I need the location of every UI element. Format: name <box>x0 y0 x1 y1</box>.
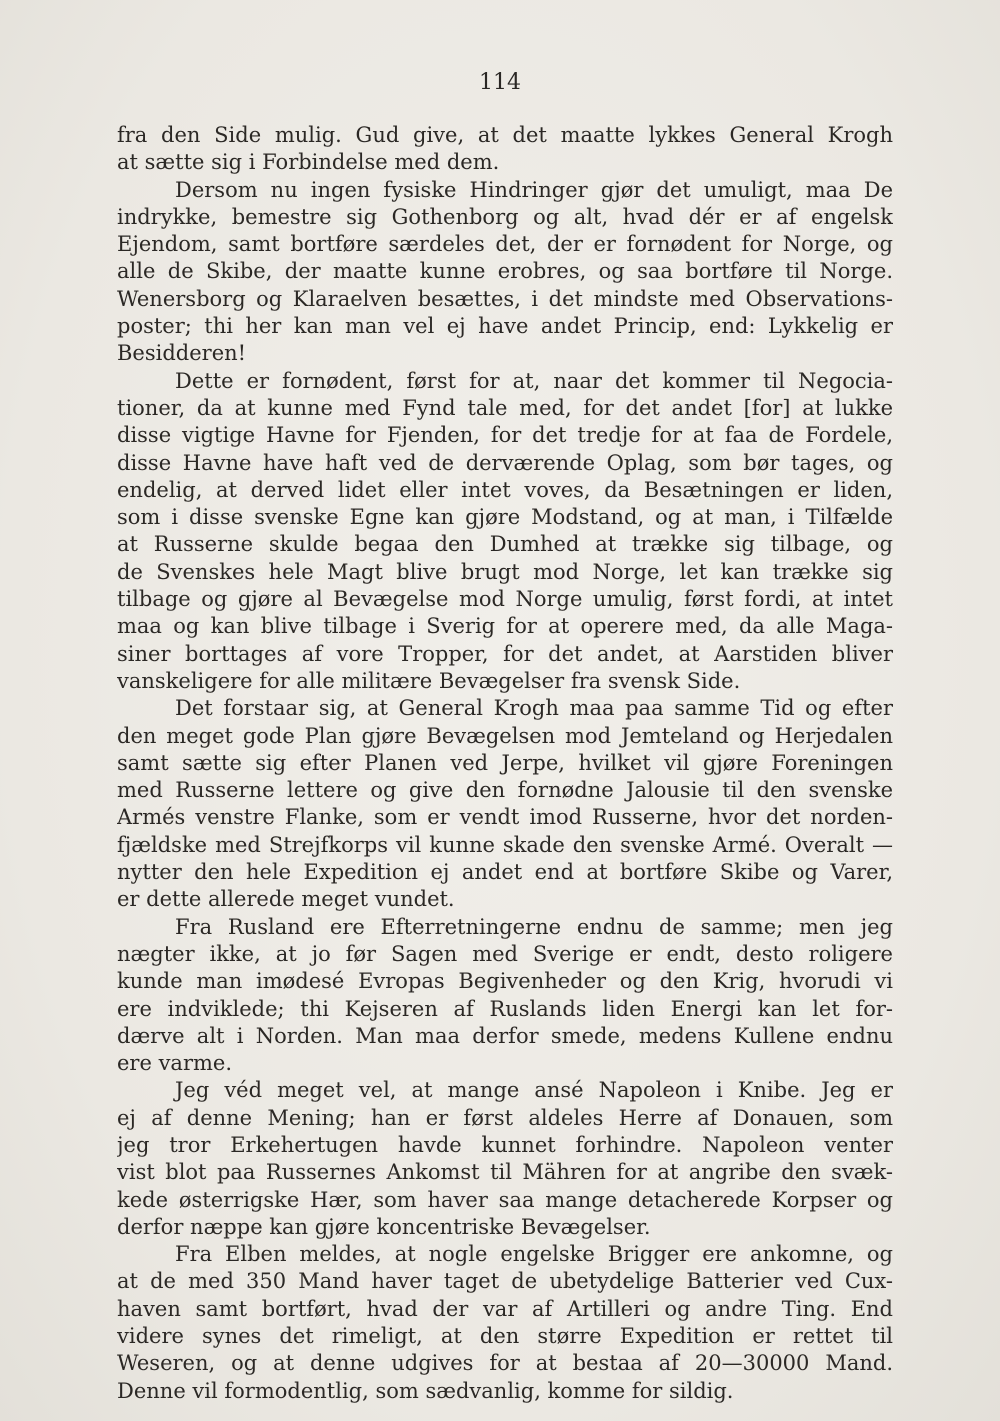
text-line: maa og kan blive tilbage i Sverig for at operere med, da alle Maga- <box>117 614 893 639</box>
text-line: med Russerne lettere og give den fornødne Jalousie til den svenske <box>117 778 893 803</box>
page-number: 114 <box>479 70 521 95</box>
text-line: Weseren, og at denne udgives for at bestaa af 20—30000 Mand. <box>117 1351 893 1376</box>
text-line: kede østerrigske Hær, som haver saa mange detacherede Korpser og <box>117 1187 893 1212</box>
text-line: disse vigtige Havne for Fjenden, for det tredje for at faa de Fordele, <box>117 423 893 448</box>
text-line: Ejendom, samt bortføre særdeles det, der er fornødent for Norge, og <box>117 232 893 257</box>
text-line: de Svenskes hele Magt blive brugt mod Norge, let kan trække sig <box>117 559 893 584</box>
text-line: Det forstaar sig, at General Krogh maa paa samme Tid og efter <box>175 696 893 721</box>
text-line: Dette er fornødent, først for at, naar det kommer til Negocia- <box>175 368 893 393</box>
text-line: tioner, da at kunne med Fynd tale med, for det andet [for] at lukke <box>117 395 893 420</box>
text-line: vist blot paa Russernes Ankomst til Mähren for at angribe den svæk- <box>117 1160 893 1185</box>
text-line: videre synes det rimeligt, at den større Expedition er rettet til <box>117 1324 893 1349</box>
text-line: Fra Elben meldes, at nogle engelske Brigger ere ankomne, og <box>175 1242 893 1267</box>
text-line: nytter den hele Expedition ej andet end at bortføre Skibe og Varer, <box>117 860 893 885</box>
text-line: ej af denne Mening; han er først aldeles Herre af Donauen, som <box>117 1105 893 1130</box>
text-line: som i disse svenske Egne kan gjøre Modstand, og at man, i Tilfælde <box>117 505 893 530</box>
text-line: ere indviklede; thi Kejseren af Ruslands liden Energi kan let for- <box>117 996 893 1021</box>
text-line: Jeg véd meget vel, at mange ansé Napoleon i Knibe. Jeg er <box>175 1078 893 1103</box>
text-line: vanskeligere for alle militære Bevægelser fra svensk Side. <box>117 668 741 693</box>
text-line: er dette allerede meget vundet. <box>117 887 455 912</box>
text-line: dærve alt i Norden. Man maa derfor smede, medens Kullene endnu <box>117 1023 893 1048</box>
text-line: fjældske med Strejfkorps vil kunne skade den svenske Armé. Overalt — <box>117 832 893 857</box>
text-line: alle de Skibe, der maatte kunne erobres, og saa bortføre til Norge. <box>117 259 893 284</box>
text-line: tilbage og gjøre al Bevægelse mod Norge umulig, først fordi, at intet <box>117 587 893 612</box>
text-line: jeg tror Erkehertugen havde kunnet forhindre. Napoleon venter <box>117 1132 893 1157</box>
text-line: at de med 350 Mand haver taget de ubetydelige Batterier ved Cux- <box>117 1269 893 1294</box>
text-line: nægter ikke, at jo før Sagen med Sverige er endt, desto roligere <box>117 941 893 966</box>
text-line: Denne vil formodentlig, som sædvanlig, komme for sildig. <box>117 1378 734 1403</box>
text-line: indrykke, bemestre sig Gothenborg og alt, hvad dér er af engelsk <box>117 204 893 229</box>
text-line: Wenersborg og Klaraelven besættes, i det mindste med Observations- <box>117 286 893 311</box>
text-line: samt sætte sig efter Planen ved Jerpe, hvilket vil gjøre Foreningen <box>117 750 893 775</box>
text-line: at sætte sig i Forbindelse med dem. <box>117 150 500 175</box>
text-line: disse Havne have haft ved de derværende Oplag, som bør tages, og <box>117 450 893 475</box>
text-line: siner borttages af vore Tropper, for det andet, at Aarstiden bliver <box>117 641 893 666</box>
text-line: Armés venstre Flanke, som er vendt imod Russerne, hvor det norden- <box>117 805 893 830</box>
text-line: fra den Side mulig. Gud give, at det maatte lykkes General Krogh <box>117 123 893 147</box>
text-line: kunde man imødesé Evropas Begivenheder og den Krig, hvorudi vi <box>117 969 893 994</box>
text-line: poster; thi her kan man vel ej have andet Princip, end: Lykkelig er <box>117 314 893 339</box>
text-line: at Russerne skulde begaa den Dumhed at trække sig tilbage, og <box>117 532 893 557</box>
text-line: Dersom nu ingen fysiske Hindringer gjør det umuligt, maa De <box>175 177 893 202</box>
text-line: derfor næppe kan gjøre koncentriske Bevægelser. <box>117 1214 651 1239</box>
text-line: ere varme. <box>117 1051 233 1076</box>
text-line: endelig, at derved lidet eller intet voves, da Besætningen er liden, <box>117 477 893 502</box>
text-line: haven samt bortført, hvad der var af Artilleri og andre Ting. End <box>117 1296 893 1321</box>
text-line: Besidderen! <box>117 341 247 366</box>
body-text <box>117 122 893 1405</box>
text-line: den meget gode Plan gjøre Bevægelsen mod Jemteland og Herjedalen <box>117 723 893 748</box>
text-line: Fra Rusland ere Efterretningerne endnu de samme; men jeg <box>175 914 893 939</box>
